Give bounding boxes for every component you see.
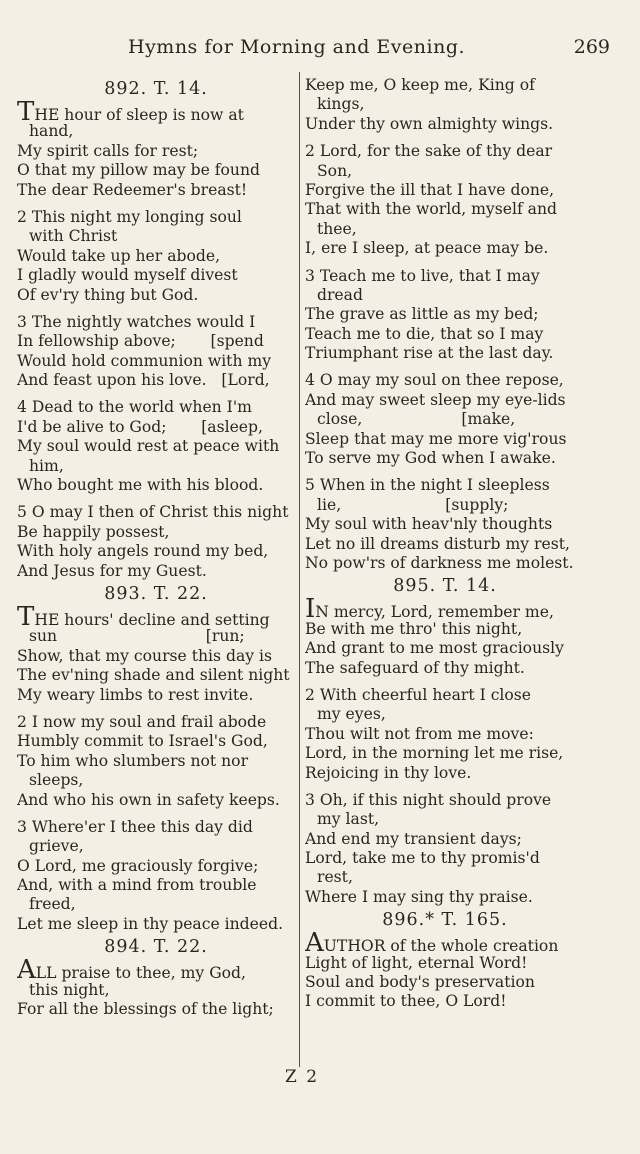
hymn-line xyxy=(17,666,295,685)
drop-cap: A xyxy=(17,955,36,986)
line-text: I commit to thee, O Lord! xyxy=(305,992,507,1011)
line-text: 2 With cheerful heart I close xyxy=(305,685,532,704)
line-text: him, xyxy=(29,456,64,475)
hymn-line xyxy=(305,954,585,973)
hymn-line xyxy=(17,895,295,914)
hymn-line xyxy=(305,267,585,286)
hymn-line xyxy=(17,752,295,771)
line-text: Let me sleep in thy peace indeed. xyxy=(17,914,284,933)
hymn-line xyxy=(17,181,295,200)
hymn-line xyxy=(17,686,295,705)
left-column xyxy=(17,76,295,1076)
column-divider xyxy=(299,72,300,1067)
line-text: The grave as little as my bed; xyxy=(305,305,539,324)
line-text: The dear Redeemer's breast! xyxy=(17,180,248,199)
hymn-line xyxy=(17,503,295,522)
right-column xyxy=(305,76,585,1076)
hymn-line xyxy=(305,162,585,181)
line-text: And feast upon his love. [Lord, xyxy=(17,371,270,390)
line-text: HE hour of sleep is now at xyxy=(34,106,244,124)
page-number: 269 xyxy=(573,36,610,58)
hymn-line xyxy=(17,418,295,437)
hymn-line xyxy=(17,332,295,351)
hymn-line xyxy=(305,142,585,161)
hymn-line xyxy=(17,1000,295,1019)
signature-mark: Z 2 xyxy=(285,1067,320,1087)
stanza-gap xyxy=(17,390,295,398)
line-text: And end my transient days; xyxy=(305,829,522,848)
line-text: freed, xyxy=(29,895,76,914)
line-text: Thou wilt not from me move: xyxy=(305,724,534,743)
hymn-line xyxy=(305,686,585,705)
line-text: Forgive the ill that I have done, xyxy=(305,180,555,199)
line-text: Would take up her abode, xyxy=(17,246,221,265)
line-text: 5 O may I then of Christ this night xyxy=(17,503,289,522)
hymn-line xyxy=(305,325,585,344)
hymn-line xyxy=(17,562,295,581)
line-text: thee, xyxy=(317,219,357,238)
hymn-line xyxy=(305,705,585,724)
line-text: this night, xyxy=(29,980,110,999)
line-text: Show, that my course this day is xyxy=(17,646,273,665)
hymn-line xyxy=(17,818,295,837)
hymn-line xyxy=(305,830,585,849)
hymn-line xyxy=(305,305,585,324)
line-text: Humbly commit to Israel's God, xyxy=(17,732,268,751)
stanza-gap xyxy=(17,810,295,818)
line-text: Lord, take me to thy promis'd xyxy=(305,849,540,868)
line-text: 2 This night my longing soul xyxy=(17,207,242,226)
hymn-line xyxy=(17,208,295,227)
line-text: Let no ill dreams disturb my rest, xyxy=(305,534,570,553)
drop-cap: I xyxy=(305,594,316,625)
line-text: Teach me to die, that so I may xyxy=(305,324,544,343)
stanza-gap xyxy=(17,305,295,313)
hymn-line xyxy=(305,200,585,219)
line-text: And, with a mind from trouble xyxy=(17,876,257,895)
line-text: 4 Dead to the world when I'm xyxy=(17,398,252,417)
hymn-heading: 894. T. 22. xyxy=(104,937,208,958)
hymn-line xyxy=(305,515,585,534)
line-text: And Jesus for my Guest. xyxy=(17,561,207,580)
line-text: Keep me, O keep me, King of xyxy=(305,76,535,94)
hymn-line xyxy=(17,227,295,246)
line-text: The ev'ning shade and silent night xyxy=(17,666,290,685)
line-text: Be happily possest, xyxy=(17,522,170,541)
line-text: 4 O may my soul on thee repose, xyxy=(305,371,564,390)
hymn-line xyxy=(17,476,295,495)
hymn-line xyxy=(305,725,585,744)
hymn-line xyxy=(17,837,295,856)
hymn-heading: 896.* T. 165. xyxy=(382,910,508,931)
line-text: To serve my God when I awake. xyxy=(305,449,556,468)
line-text: N mercy, Lord, remember me, xyxy=(315,603,554,622)
line-text: Would hold communion with my xyxy=(17,351,272,370)
line-text: My spirit calls for rest; xyxy=(17,141,199,160)
hymn-line xyxy=(17,732,295,751)
line-text: Son, xyxy=(317,161,353,180)
hymn-line xyxy=(305,928,585,959)
hymn-line xyxy=(17,97,295,127)
hymn-line xyxy=(305,554,585,573)
line-text: Of ev'ry thing but God. xyxy=(17,285,199,304)
line-text: HE hours' decline and setting xyxy=(34,610,270,629)
stanza-gap xyxy=(305,783,585,791)
hymn-line xyxy=(305,764,585,783)
hymn-line xyxy=(305,849,585,868)
hymn-line xyxy=(17,457,295,476)
line-text: LL praise to thee, my God, xyxy=(35,964,246,983)
hymn-line xyxy=(17,313,295,332)
drop-cap: T xyxy=(17,601,35,632)
hymn-line xyxy=(17,286,295,305)
line-text: sun [run; xyxy=(29,627,245,646)
hymn-line xyxy=(17,791,295,810)
line-text: Where I may sing thy praise. xyxy=(305,887,533,906)
line-text: 3 Where'er I thee this day did xyxy=(17,817,253,836)
line-text: The safeguard of thy might. xyxy=(305,658,525,677)
hymn-line xyxy=(305,371,585,390)
hymn-line xyxy=(305,535,585,554)
hymn-line xyxy=(17,161,295,180)
line-text: My soul with heav'nly thoughts xyxy=(305,515,553,534)
hymn-line xyxy=(17,771,295,790)
hymn-line xyxy=(305,791,585,810)
line-text: And who his own in safety keeps. xyxy=(17,790,280,809)
hymn-line xyxy=(17,627,295,646)
line-text: Under thy own almighty wings. xyxy=(305,114,554,133)
hymn-line xyxy=(305,344,585,363)
hymn-line xyxy=(17,876,295,895)
hymn-line xyxy=(305,430,585,449)
hymn-line xyxy=(17,601,295,632)
hymn-heading: 895. T. 14. xyxy=(393,576,497,597)
hymn-line xyxy=(305,181,585,200)
hymn-line xyxy=(17,955,295,986)
line-text: 2 Lord, for the sake of thy dear xyxy=(305,142,553,161)
line-text: UTHOR of the whole creation xyxy=(323,937,559,956)
running-title: Hymns for Morning and Evening. xyxy=(128,36,466,58)
hymn-line xyxy=(17,398,295,417)
line-text: Triumphant rise at the last day. xyxy=(305,344,554,363)
line-text: 3 Oh, if this night should prove xyxy=(305,790,552,809)
hymn-line xyxy=(305,594,585,625)
stanza-gap xyxy=(305,134,585,142)
line-text: 5 When in the night I sleepless xyxy=(305,476,550,495)
hymn-line xyxy=(17,266,295,285)
hymn-line xyxy=(305,810,585,829)
hymn-line xyxy=(17,352,295,371)
line-text: grieve, xyxy=(29,837,84,856)
line-text: My soul would rest at peace with xyxy=(17,437,280,456)
hymn-line xyxy=(17,915,295,934)
hymn-line xyxy=(17,523,295,542)
line-text: O that my pillow may be found xyxy=(17,161,261,180)
line-text: My weary limbs to rest invite. xyxy=(17,685,254,704)
line-text: And grant to me most graciously xyxy=(305,639,564,658)
hymn-line xyxy=(305,992,585,1011)
hymn-line xyxy=(17,542,295,561)
hymn-line xyxy=(305,115,585,134)
line-text: my last, xyxy=(317,810,380,829)
line-text: O Lord, me graciously forgive; xyxy=(17,856,259,875)
hymn-line xyxy=(305,76,585,95)
line-text: Lord, in the morning let me rise, xyxy=(305,744,564,763)
hymn-line xyxy=(305,220,585,239)
hymn-line xyxy=(305,496,585,515)
drop-cap: T xyxy=(17,97,35,127)
line-text: 3 Teach me to live, that I may xyxy=(305,266,540,285)
line-text: To him who slumbers not nor xyxy=(17,751,249,770)
stanza-gap xyxy=(17,705,295,713)
hymn-line xyxy=(305,476,585,495)
hymn-line xyxy=(305,639,585,658)
line-text: Rejoicing in thy love. xyxy=(305,763,472,782)
line-text: In fellowship above; [spend xyxy=(17,332,264,351)
line-text: Who bought me with his blood. xyxy=(17,476,264,495)
line-text: Light of light, eternal Word! xyxy=(305,953,528,972)
hymn-line xyxy=(17,122,295,141)
running-header xyxy=(0,36,640,66)
line-text: I, ere I sleep, at peace may be. xyxy=(305,239,549,258)
stanza-gap xyxy=(305,259,585,267)
hymn-line xyxy=(17,713,295,732)
hymn-line xyxy=(305,888,585,907)
line-text: No pow'rs of darkness me molest. xyxy=(305,553,574,572)
hymn-line xyxy=(17,857,295,876)
line-text: close, [make, xyxy=(317,410,516,429)
hymn-line xyxy=(305,391,585,410)
line-text: Soul and body's preservation xyxy=(305,973,535,992)
hymn-line xyxy=(305,239,585,258)
line-text: That with the world, myself and xyxy=(305,200,557,219)
line-text: Sleep that may me more vig'rous xyxy=(305,429,567,448)
stanza-gap xyxy=(305,363,585,371)
hymn-line xyxy=(17,371,295,390)
line-text: dread xyxy=(317,285,363,304)
hymn-line xyxy=(17,647,295,666)
line-text: And may sweet sleep my eye-lids xyxy=(305,390,566,409)
hymn-line xyxy=(305,286,585,305)
stanza-gap xyxy=(17,495,295,503)
line-text: hand, xyxy=(29,122,74,141)
line-text: sleeps, xyxy=(29,771,84,790)
line-text: with Christ xyxy=(29,227,118,246)
hymn-line xyxy=(305,95,585,114)
hymn-line xyxy=(305,659,585,678)
hymn-line xyxy=(17,247,295,266)
hymn-line xyxy=(305,410,585,429)
line-text: I'd be alive to God; [asleep, xyxy=(17,417,263,436)
line-text: 2 I now my soul and frail abode xyxy=(17,712,267,731)
drop-cap: A xyxy=(305,928,324,959)
hymn-line xyxy=(17,142,295,161)
hymn-heading: 893. T. 22. xyxy=(104,583,208,604)
hymn-line xyxy=(305,449,585,468)
line-text: With holy angels round my bed, xyxy=(17,542,269,561)
line-text: I gladly would myself divest xyxy=(17,266,238,285)
hymn-line xyxy=(305,868,585,887)
stanza-gap xyxy=(17,200,295,208)
line-text: kings, xyxy=(317,95,365,114)
line-text: my eyes, xyxy=(317,705,386,724)
hymn-line xyxy=(305,620,585,639)
stanza-gap xyxy=(305,678,585,686)
line-text: lie, [supply; xyxy=(317,495,509,514)
line-text: Be with me thro' this night, xyxy=(305,619,523,638)
hymn-line xyxy=(305,744,585,763)
hymn-line xyxy=(17,981,295,1000)
hymn-heading: 892. T. 14. xyxy=(104,79,208,99)
hymn-line xyxy=(17,437,295,456)
line-text: For all the blessings of the light; xyxy=(17,1000,274,1019)
hymn-line xyxy=(305,973,585,992)
line-text: rest, xyxy=(317,868,353,887)
stanza-gap xyxy=(305,468,585,476)
line-text: 3 The nightly watches would I xyxy=(17,312,256,331)
